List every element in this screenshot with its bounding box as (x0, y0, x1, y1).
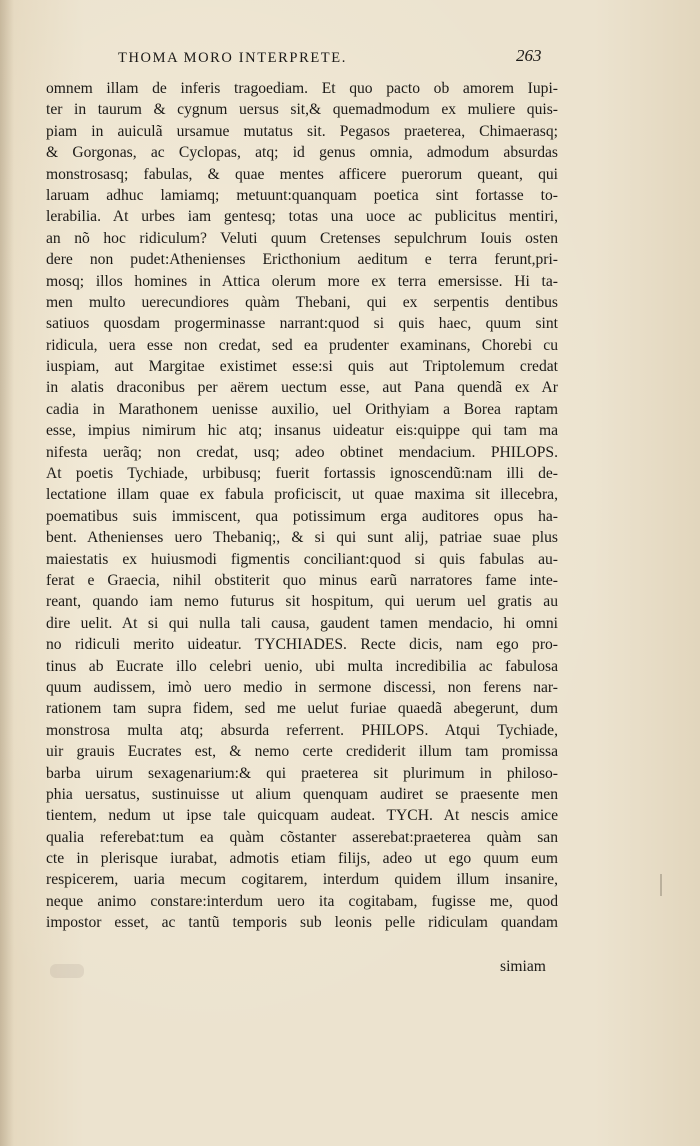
text-line: qualia referebat:tum ea quàm cõstanter asserebat:praeterea quàm san (46, 828, 558, 846)
text-line: dire uelit. At si qui nulla tali causa, gaudent tamen mendacio, hi omni (46, 614, 558, 632)
text-line: ter in taurum & cygnum uersus sit,& quemadmodum ex muliere quis- (46, 101, 558, 119)
ink-smudge (50, 964, 84, 978)
text-line: dere non pudet:Athenienses Ericthonium aeditum e terra ferunt,pri- (46, 251, 558, 269)
text-line: an nõ hoc ridiculum? Veluti quum Cretenses sepulchrum Iouis osten (46, 229, 558, 247)
text-line: men multo uerecundiores quàm Thebani, qui ex serpentis dentibus (46, 293, 558, 311)
text-line: uir grauis Eucrates est, & nemo certe crediderit illum tam promissa (46, 743, 558, 761)
text-line: ferat e Graecia, nihil obstiterit quo minus earũ narratores fame inte- (46, 571, 558, 589)
text-line: no ridiculi merito uideatur. TYCHIADES. Recte dicis, nam ego pro- (46, 636, 558, 654)
text-line: tinus ab Eucrate illo celebri uenio, ubi multa incredibilia ac fabulosa (46, 657, 558, 675)
running-head: THOMA MORO INTERPRETE. (118, 50, 347, 66)
text-line: respicerem, uaria mecum cogitarem, interdum quidem illum insanire, (46, 871, 558, 889)
text-line: bent. Athenienses uero Thebaniq;, & si qui sunt alij, patriae suae plus (46, 529, 558, 547)
text-line: satiuos quosdam progerminasse narrant:quod si quis haec, quum sint (46, 315, 558, 333)
text-line: nifesta uerãq; non credat, usq; adeo obtinet mendacium. PHILOPS. (46, 443, 558, 461)
text-line: tientem, nedum ut ipse tale quicquam audeat. TYCH. At nescis amice (46, 807, 558, 825)
text-line: reant, quando iam nemo futurus sit hospitum, qui uerum uel gratis au (46, 593, 558, 611)
folio-number: 263 (516, 46, 542, 65)
text-line: rationem tam supra fidem, sed me uelut furiae quaedã abegerunt, dum (46, 700, 558, 718)
text-line: lectatione illam quae ex fabula proficiscit, ut quae maxima sit illecebra, (46, 486, 558, 504)
text-line: At poetis Tychiade, urbibusq; fuerit fortassis ignoscendũ:nam illi de- (46, 465, 558, 483)
text-line: monstrosa multa atq; absurda referrent. PHILOPS. Atqui Tychiade, (46, 721, 558, 739)
text-line: poematibus suis immiscent, qua potissimum erga auditores opus ha- (46, 507, 558, 525)
text-line: lerabilia. At urbes iam gentesq; totas una uoce ac publicitus mentiri, (46, 208, 558, 226)
text-line: neque animo constare:interdum uero ita cogitabam, fugisse me, quod (46, 892, 558, 910)
text-line: cadia in Marathonem uenisse auxilio, uel Orithyiam a Borea raptam (46, 400, 558, 418)
text-line: impostor esset, ac tantũ temporis sub leonis pelle ridiculam quandam (46, 914, 558, 932)
text-line: mosq; illos homines in Attica olerum more ex terra emersisse. Hi ta- (46, 272, 558, 290)
text-line: monstrosasq; fabulas, & quae mentes afficere puerorum queant, qui (46, 165, 558, 183)
text-line: ridicula, uera esse non credat, sed ea prudenter examinans, Chorebi cu (46, 336, 558, 354)
text-line: laruam adhuc lamiamq; metuunt:quanquam poetica sint fortasse to- (46, 186, 558, 204)
gutter-shadow (0, 0, 14, 1146)
text-line: maiestatis ex huiusmodi figmentis conciliant:quod si quis fabulas au- (46, 550, 558, 568)
catchword: simiam (500, 958, 546, 975)
text-line: cte in plerisque iurabat, admotis etiam filijs, adeo ut ego quum eum (46, 850, 558, 868)
margin-mark (660, 874, 662, 896)
text-line: barba uirum sexagenarium:& qui praeterea sit plurimum in philoso- (46, 764, 558, 782)
text-line: & Gorgonas, ac Cyclopas, atq; id genus omnia, admodum absurdas (46, 144, 558, 162)
text-line: quum audissem, imò uero medio in sermone discessi, non ferens nar- (46, 678, 558, 696)
text-line: esse, impius nimirum hic atq; insanus uideatur eis:quippe qui tam ma (46, 422, 558, 440)
text-line: in alatis draconibus per aërem uectum esse, aut Pana quendã ex Ar (46, 379, 558, 397)
text-line: piam in auiculã ursamue mutatus sit. Pegasos praeterea, Chimaerasq; (46, 122, 558, 140)
text-line: phia uersatus, sustinuisse ut alium quenquam audiret se praesente men (46, 785, 558, 803)
text-line: iuspiam, aut Margitae existimet esse:si quis aut Triptolemum credat (46, 358, 558, 376)
text-line: omnem illam de inferis tragoediam. Et quo pacto ob amorem Iupi- (46, 80, 558, 97)
text-block (46, 78, 558, 934)
